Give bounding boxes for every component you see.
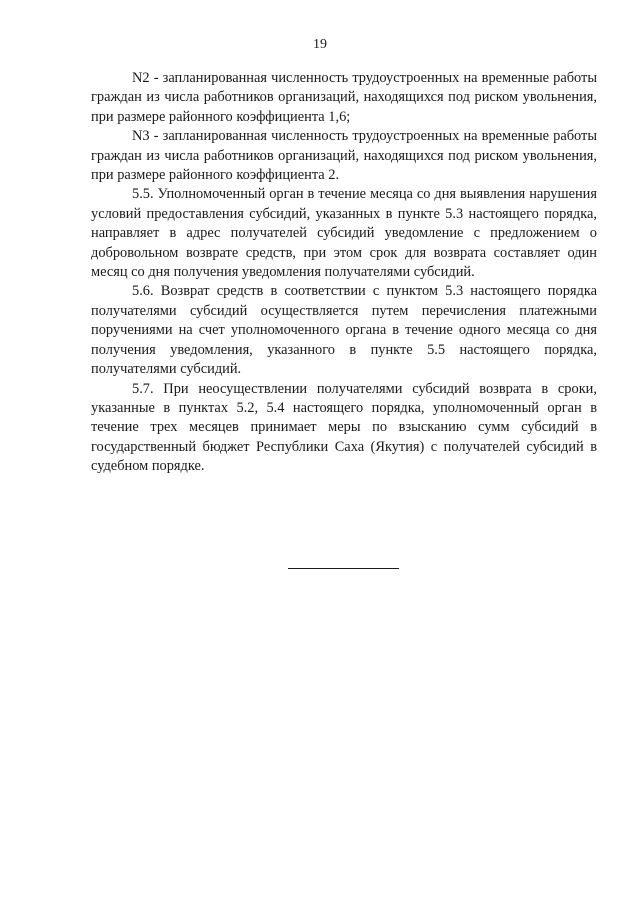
page-number: 19 — [313, 37, 327, 52]
paragraph-5-6: 5.6. Возврат средств в соответствии с пунктом 5.3 настоящего порядка получателями субсидий осуществляется путем перечисления платежными поручениями на счет уполномоченного органа в течение одного месяца со дня получения уведомления, указанного в пункте 5.5 настоящего порядка, получателями субсидий. — [91, 283, 597, 378]
document-end-line — [288, 568, 399, 569]
paragraph-n3-definition: N3 - запланированная численность трудоустроенных на временные работы граждан из числа работников организаций, находящихся под риском увольнения, при размере районного коэффициента 2. — [91, 128, 597, 184]
document-body — [91, 69, 597, 477]
paragraph-5-7: 5.7. При неосуществлении получателями субсидий возврата в сроки, указанные в пунктах 5.2, 5.4 настоящего порядка, уполномоченный орган в течение трех месяцев принимает меры по взысканию сумм субсидий в государственный бюджет Республики Саха (Якутия) с получателей субсидий в судебном порядке. — [91, 380, 597, 475]
paragraph-5-5: 5.5. Уполномоченный орган в течение месяца со дня выявления нарушения условий предоставления субсидий, указанных в пункте 5.3 настоящего порядка, направляет в адрес получателей субсидий уведомление с предложением о добровольном возврате средств, при этом срок для возврата составляет один месяц со дня получения уведомления получателями субсидий. — [91, 186, 597, 281]
paragraph-n2-definition: N2 - запланированная численность трудоустроенных на временные работы граждан из числа работников организаций, находящихся под риском увольнения, при размере районного коэффициента 1,6; — [91, 70, 597, 125]
